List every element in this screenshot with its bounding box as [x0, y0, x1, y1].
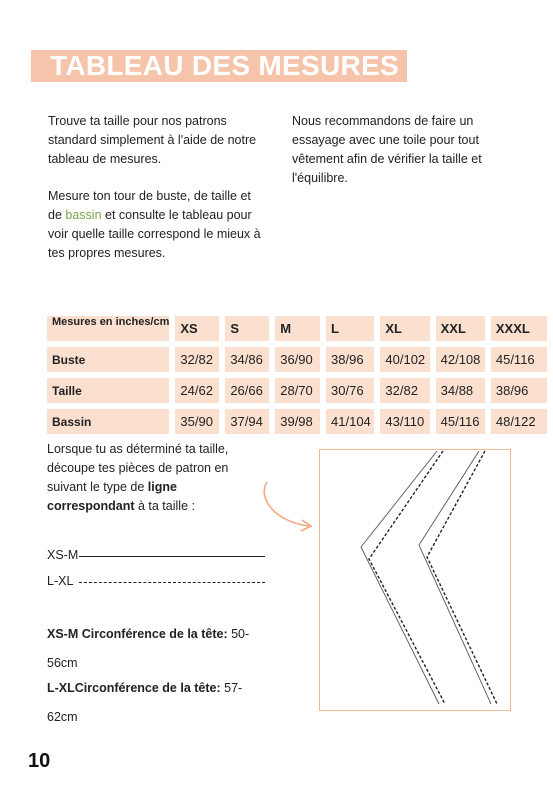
table-cell: 32/82	[380, 378, 429, 403]
size-header: XL	[380, 316, 429, 341]
row-label: Buste	[47, 347, 169, 372]
table-corner-label: Mesures en inches/cm	[47, 316, 169, 341]
head-lxl-label: L-XLCirconférence de la tête:	[47, 681, 221, 695]
solid-line-label: XS-M	[47, 548, 79, 562]
table-cell: 34/88	[436, 378, 485, 403]
row-label: Taille	[47, 378, 169, 403]
line-intro-text-b: à ta taille :	[134, 499, 195, 513]
size-header: XXXL	[491, 316, 547, 341]
line-intro-text-a: Lorsque tu as déterminé ta taille, découpe tes pièces de patron en suivant le type de	[47, 442, 229, 494]
head-xsm-label: XS-M Circonférence de la tête:	[47, 627, 228, 641]
size-header: XS	[175, 316, 219, 341]
table-cell: 36/90	[275, 347, 320, 372]
page-title: TABLEAU DES MESURES	[50, 50, 399, 81]
size-table	[41, 310, 553, 440]
intro-paragraph-2	[48, 187, 268, 263]
page-number: 10	[28, 750, 51, 772]
head-circumference-lxl	[47, 674, 257, 732]
size-header: S	[225, 316, 269, 341]
table-cell: 35/90	[175, 409, 219, 434]
table-cell: 41/104	[326, 409, 374, 434]
table-cell: 24/62	[175, 378, 219, 403]
size-header: L	[326, 316, 374, 341]
bassin-link[interactable]: bassin	[65, 208, 102, 222]
head-lxl-value: 57-62cm	[47, 681, 243, 724]
table-cell: 34/86	[225, 347, 269, 372]
table-cell: 43/110	[380, 409, 429, 434]
line-intro-bold: ligne correspondant	[47, 480, 177, 513]
intro-p2-text-b: et consulte le tableau pour voir quelle taille correspond le mieux à tes propres mesures.	[48, 208, 261, 260]
size-header: XXL	[436, 316, 485, 341]
size-header: M	[275, 316, 320, 341]
dashed-line-sample	[79, 582, 265, 583]
row-label: Bassin	[47, 409, 169, 434]
table-cell: 40/102	[380, 347, 429, 372]
pattern-lines-illustration	[319, 449, 511, 711]
table-row	[47, 409, 547, 434]
intro-paragraph-3: Nous recommandons de faire un essayage avec une toile pour tout vêtement afin de vérifier la taille et l'équilibre.	[292, 114, 482, 185]
curved-arrow-icon	[255, 478, 325, 538]
table-header-row	[47, 316, 547, 341]
table-cell: 38/96	[491, 378, 547, 403]
table-cell: 37/94	[225, 409, 269, 434]
intro-paragraph-1: Trouve ta taille pour nos patrons standard simplement à l'aide de notre tableau de mesures.	[48, 114, 257, 166]
table-cell: 45/116	[491, 347, 547, 372]
line-type-intro	[47, 440, 267, 516]
table-cell: 26/66	[225, 378, 269, 403]
dashed-line-label: L-XL	[47, 574, 74, 588]
table-row	[47, 347, 547, 372]
table-cell: 48/122	[491, 409, 547, 434]
head-circumference-xsm	[47, 620, 257, 678]
head-xsm-value: 50-56cm	[47, 627, 250, 670]
table-row	[47, 378, 547, 403]
table-cell: 42/108	[436, 347, 485, 372]
table-cell: 28/70	[275, 378, 320, 403]
table-cell: 39/98	[275, 409, 320, 434]
table-cell: 45/116	[436, 409, 485, 434]
solid-line-sample	[79, 556, 265, 557]
table-cell: 38/96	[326, 347, 374, 372]
table-cell: 32/82	[175, 347, 219, 372]
intro-p2-text-a: Mesure ton tour de buste, de taille et de	[48, 189, 251, 222]
table-cell: 30/76	[326, 378, 374, 403]
